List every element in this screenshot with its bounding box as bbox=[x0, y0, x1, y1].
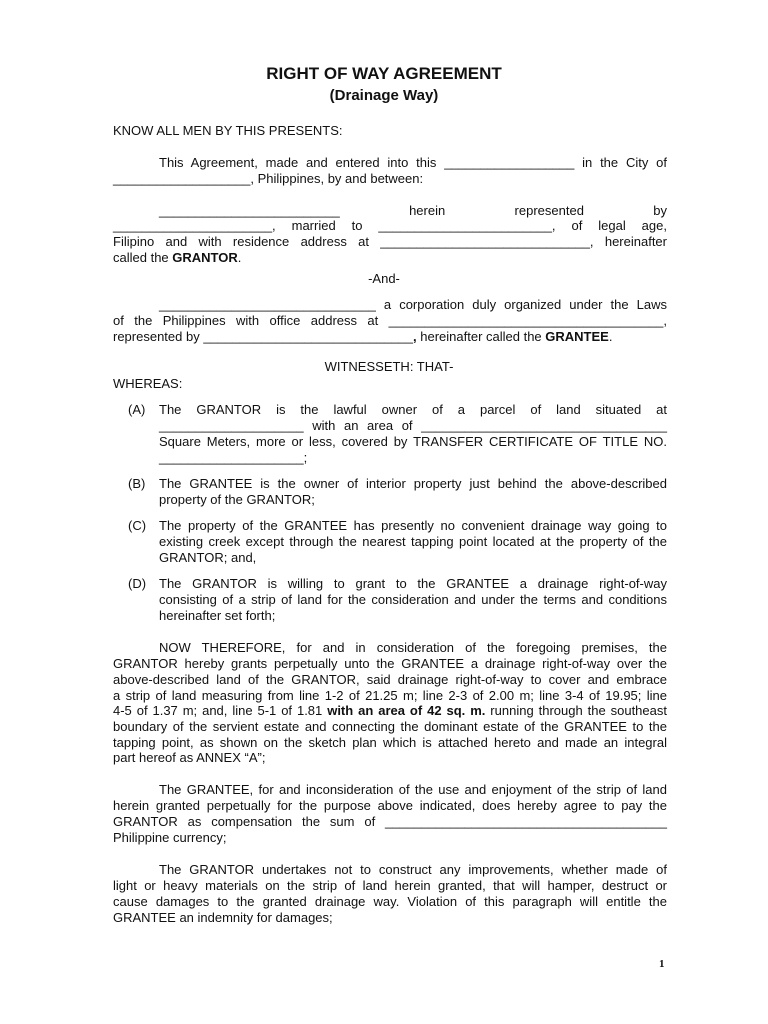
now-therefore-line-4: a strip of land measuring from line 1-2 of 21.25 m; line 2-3 of 2.00 m; line 3-4 of 19.95; line bbox=[113, 688, 667, 703]
grantor-line-4: called the GRANTOR. bbox=[113, 250, 242, 265]
document-title: RIGHT OF WAY AGREEMENT bbox=[266, 64, 502, 83]
whereas-heading: WHEREAS: bbox=[113, 376, 183, 391]
now-therefore-line-1: NOW THEREFORE, for and in consideration of the foregoing premises, the bbox=[159, 640, 667, 655]
now-therefore-line-2: GRANTOR hereby grants perpetually unto the GRANTEE a drainage right-of-way over the bbox=[113, 656, 667, 671]
clause-a-line-4: ____________________; bbox=[159, 450, 308, 465]
clause-b-line-2: property of the GRANTOR; bbox=[159, 492, 315, 507]
now-therefore-line-6: boundary of the servient estate and connecting the dominant estate of the GRANTEE to the bbox=[113, 719, 667, 734]
clause-b-label: (B) bbox=[128, 476, 146, 491]
clause-a-line-2: ____________________ with an area of __________________________________ bbox=[159, 418, 667, 433]
grantor-line-2: ______________________, married to ________________________, of legal age, bbox=[113, 218, 667, 233]
grantor-line-1: _________________________ herein represented by bbox=[159, 203, 667, 218]
now-therefore-line-8: part hereof as ANNEX “A”; bbox=[113, 750, 266, 765]
witnesseth-heading: WITNESSETH: THAT- bbox=[324, 359, 454, 374]
intro-line-2: ___________________, Philippines, by and between: bbox=[113, 171, 424, 186]
undertakes-line-2: light or heavy materials on the strip of land herein granted, that will hamper, destruct or bbox=[113, 878, 667, 893]
undertakes-line-3: cause damages to the granted drainage way. Violation of this paragraph will entitle the bbox=[113, 894, 667, 909]
clause-c-line-1: The property of the GRANTEE has presently no convenient drainage way going to bbox=[159, 518, 667, 533]
know-all-heading: KNOW ALL MEN BY THIS PRESENTS: bbox=[113, 123, 343, 138]
and-separator: -And- bbox=[368, 271, 400, 286]
page-number: 1 bbox=[659, 958, 665, 970]
clause-c-label: (C) bbox=[128, 518, 147, 533]
clause-a-line-1: The GRANTOR is the lawful owner of a parcel of land situated at bbox=[159, 402, 667, 417]
now-therefore-line-7: tapping point, as shown on the sketch plan which is attached hereto and made an integral bbox=[113, 735, 667, 750]
grantee-line-1: ______________________________ a corporation duly organized under the Laws bbox=[159, 297, 667, 312]
clause-d-line-3: hereinafter set forth; bbox=[159, 608, 276, 623]
clause-c-line-2: existing creek except through the nearest tapping point located at the property of the bbox=[159, 534, 667, 549]
clause-c-line-3: GRANTOR; and, bbox=[159, 550, 257, 565]
grantee-pay-line-3: GRANTOR as compensation the sum of _______________________________________ bbox=[113, 814, 667, 829]
clause-d-line-1: The GRANTOR is willing to grant to the GRANTEE a drainage right-of-way bbox=[159, 576, 667, 591]
undertakes-line-4: GRANTEE an indemnity for damages; bbox=[113, 910, 333, 925]
clause-a-label: (A) bbox=[128, 402, 146, 417]
intro-line-1: This Agreement, made and entered into this __________________ in the City of bbox=[159, 155, 667, 170]
grantor-line-3: Filipino and with residence address at _____________________________, hereinafter bbox=[113, 234, 667, 249]
document-subtitle: (Drainage Way) bbox=[329, 87, 439, 104]
grantee-line-3: represented by _____________________________, hereinafter called the GRANTEE. bbox=[113, 329, 613, 344]
grantee-pay-line-1: The GRANTEE, for and inconsideration of the use and enjoyment of the strip of land bbox=[159, 782, 667, 797]
grantee-pay-line-4: Philippine currency; bbox=[113, 830, 227, 845]
now-therefore-line-5: 4-5 of 1.37 m; and, line 5-1 of 1.81 with an area of 42 sq. m. running through the southeast bbox=[113, 703, 667, 718]
undertakes-line-1: The GRANTOR undertakes not to construct any improvements, whether made of bbox=[159, 862, 667, 877]
clause-d-line-2: consisting of a strip of land for the consideration and under the terms and conditions bbox=[159, 592, 667, 607]
clause-a-line-3: Square Meters, more or less, covered by TRANSFER CERTIFICATE OF TITLE NO. bbox=[159, 434, 667, 449]
grantee-pay-line-2: herein granted perpetually for the purpose above indicated, does hereby agree to pay the bbox=[113, 798, 667, 813]
grantee-line-2: of the Philippines with office address at ______________________________________, bbox=[113, 313, 667, 328]
clause-d-label: (D) bbox=[128, 576, 147, 591]
clause-b-line-1: The GRANTEE is the owner of interior property just behind the above-described bbox=[159, 476, 667, 491]
now-therefore-line-3: above-described land of the GRANTOR, said drainage right-of-way to cover and embrace bbox=[113, 672, 667, 687]
